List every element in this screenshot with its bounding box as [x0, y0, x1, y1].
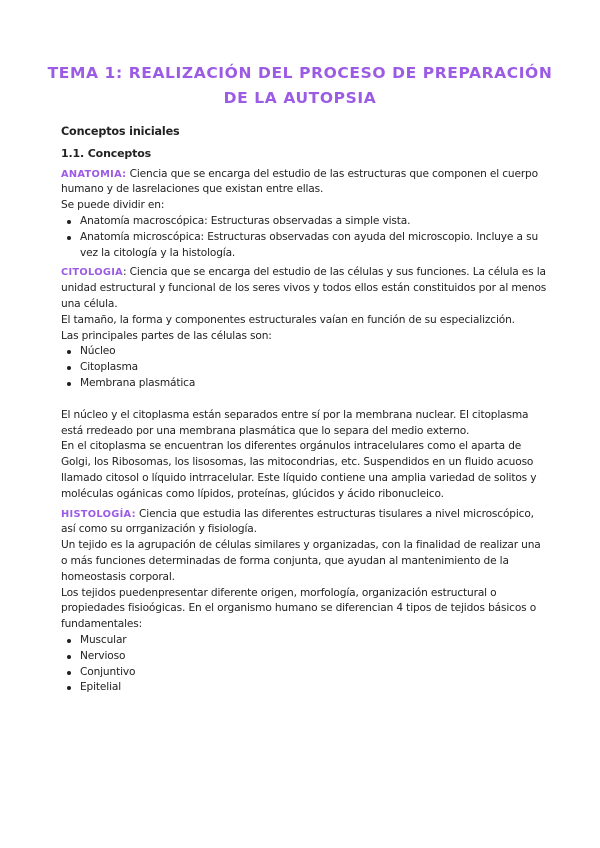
- histologia-term: HISTOLOGÍA:: [61, 508, 136, 520]
- anatomia-intro: Se puede dividir en:: [61, 199, 165, 212]
- anatomia-term: ANATOMIA:: [61, 168, 127, 180]
- anatomia-definition: [61, 167, 547, 199]
- subsection-heading: 1.1. Conceptos: [61, 146, 152, 160]
- anatomia-definition-text: Ciencia que se encarga del estudio de las estructuras que componen el cuerpo humano y de lasrelaciones que existan entre ellas.: [61, 167, 538, 196]
- histologia-paragraph: Un tejido es la agrupación de células similares y organizadas, con la finalidad de realizar una o más funciones determinadas de forma conjunta, que ayudan al mantenimiento de la homeostasis corporal.: [61, 539, 541, 583]
- citologia-definition: [61, 265, 547, 312]
- page-title: TEMA 1: REALIZACIÓN DEL PROCESO DE PREPARACIÓN DE LA AUTOPSIA: [47, 64, 553, 107]
- list-item: Epitelial: [80, 680, 547, 696]
- histologia-list: [61, 633, 547, 696]
- histologia-paragraph: Los tejidos puedenpresentar diferente origen, morfología, organización estructural o propiedades fisioógicas. En el organismo humano se diferencian 4 tipos de tejidos básicos o fundamentales:: [61, 586, 537, 631]
- histologia-definition: [61, 507, 547, 539]
- citologia-list: [61, 344, 547, 391]
- list-item: Nervioso: [80, 649, 547, 665]
- list-item: Membrana plasmática: [80, 376, 547, 392]
- document-body: [61, 124, 547, 696]
- list-item: Conjuntivo: [80, 665, 547, 681]
- citologia-definition-text: : Ciencia que se encarga del estudio de las células y sus funciones. La célula es la unidad estructural y funcional de los seres vivos y todos ellos están constituidos por al menos una célula.: [61, 266, 547, 310]
- list-item: Anatomía microscópica: Estructuras observadas con ayuda del microscopio. Incluye a su vez la citología y la histología.: [80, 230, 547, 262]
- citologia-paragraph: El tamaño, la forma y componentes estructurales vaían en función de su especializción.: [61, 313, 515, 326]
- anatomia-list: [61, 214, 547, 261]
- list-item: Núcleo: [80, 344, 547, 360]
- citologia-paragraph: Las principales partes de las células son:: [61, 329, 272, 342]
- section-heading: Conceptos iniciales: [61, 125, 180, 138]
- list-item: Anatomía macroscópica: Estructuras observadas a simple vista.: [80, 214, 547, 230]
- citologia-term: CITOLOGIA: [61, 267, 124, 279]
- citologia-paragraph: En el citoplasma se encuentran los diferentes orgánulos intracelulares como el aparta de Golgi, los Ribosomas, los lisosomas, las mitocondrias, etc. Suspendidos en un fluido acuoso llamado citosol o líquido intrracelular. Este líquido contiene una amplia variedad de solitos y moléculas ogánicas como lípidos, proteínas, glúcidos y ácido ribonucleico.: [61, 440, 537, 500]
- list-item: Muscular: [80, 633, 547, 649]
- citologia-paragraph: El núcleo y el citoplasma están separados entre sí por la membrana nuclear. El citoplasma está rredeado por una membrana plasmática que lo separa del medio externo.: [61, 408, 529, 437]
- list-item: Citoplasma: [80, 360, 547, 376]
- histologia-definition-text: Ciencia que estudia las diferentes estructuras tisulares a nivel microscópico, así como su orrganización y fisiología.: [61, 507, 534, 536]
